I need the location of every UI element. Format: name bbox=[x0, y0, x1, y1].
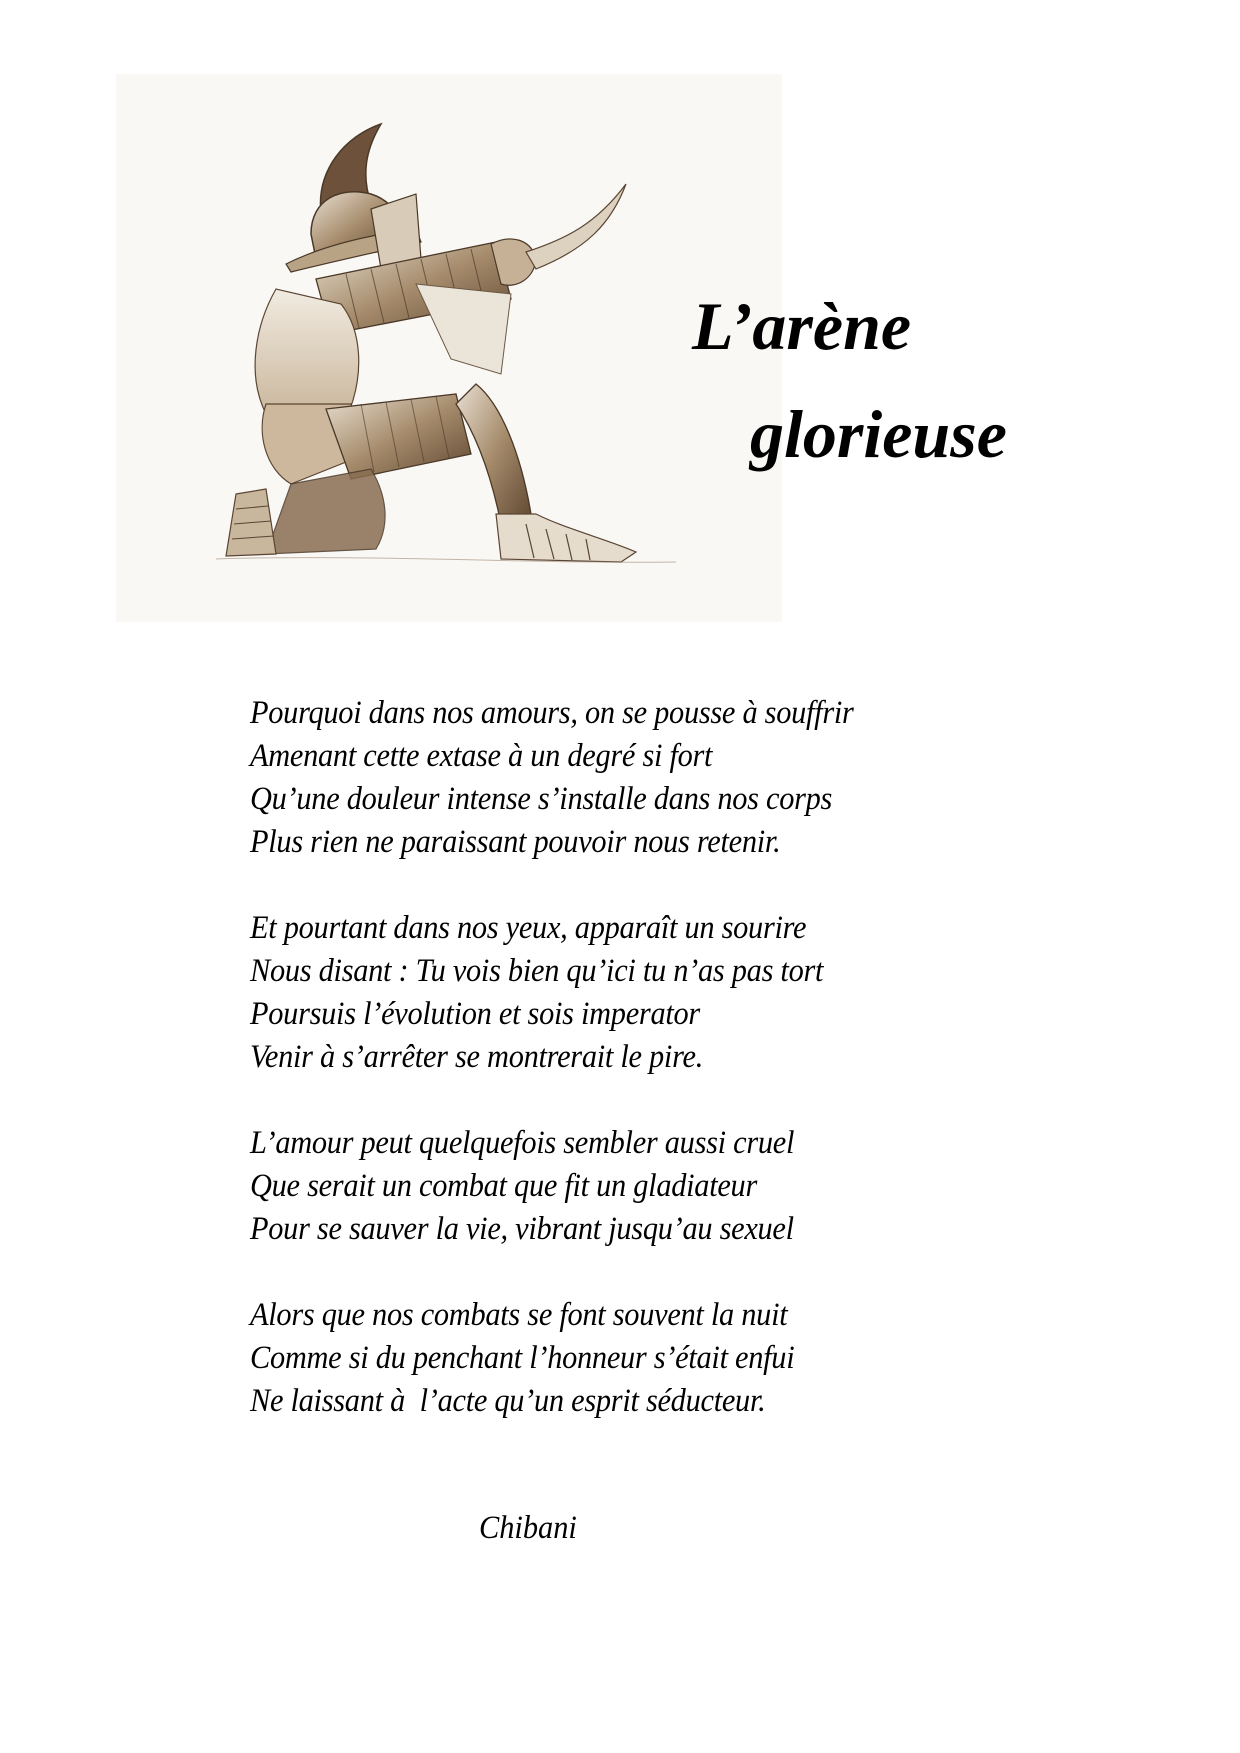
poem-line: L’amour peut quelquefois sembler aussi cruel bbox=[250, 1125, 795, 1161]
poem-line: Ne laissant à l’acte qu’un esprit séducteur. bbox=[250, 1383, 766, 1419]
poem-line: Pourquoi dans nos amours, on se pousse à souffrir bbox=[250, 695, 854, 731]
poem-line: Amenant cette extase à un degré si fort bbox=[250, 738, 713, 774]
stanza-3 bbox=[250, 1122, 906, 1251]
poem-line: Comme si du penchant l’honneur s’était enfui bbox=[250, 1340, 795, 1376]
stanza-1 bbox=[250, 692, 906, 864]
poem-title-line-2: glorieuse bbox=[750, 396, 1007, 472]
poem-line: Pour se sauver la vie, vibrant jusqu’au sexuel bbox=[250, 1211, 794, 1247]
poem-line: Alors que nos combats se font souvent la nuit bbox=[250, 1297, 788, 1333]
poem-line: Et pourtant dans nos yeux, apparaît un sourire bbox=[250, 910, 807, 946]
poem-body bbox=[250, 692, 906, 1423]
stanza-separator bbox=[250, 1251, 906, 1294]
stanza-4 bbox=[250, 1294, 906, 1423]
gladiator-drawing bbox=[116, 74, 782, 622]
stanza-2 bbox=[250, 907, 906, 1079]
stanza-separator bbox=[250, 864, 906, 907]
stanza-separator bbox=[250, 1079, 906, 1122]
poem-line: Qu’une douleur intense s’installe dans nos corps bbox=[250, 781, 833, 817]
poem-line: Que serait un combat que fit un gladiateur bbox=[250, 1168, 758, 1204]
poem-line: Plus rien ne paraissant pouvoir nous retenir. bbox=[250, 824, 781, 860]
gladiator-illustration bbox=[116, 74, 782, 622]
author-signature: Chibani bbox=[479, 1510, 577, 1546]
poem-line: Venir à s’arrêter se montrerait le pire. bbox=[250, 1039, 704, 1075]
poem-line: Nous disant : Tu vois bien qu’ici tu n’as pas tort bbox=[250, 953, 824, 989]
poem-title-line-1: L’arène bbox=[692, 288, 912, 364]
poem-line: Poursuis l’évolution et sois imperator bbox=[250, 996, 700, 1032]
